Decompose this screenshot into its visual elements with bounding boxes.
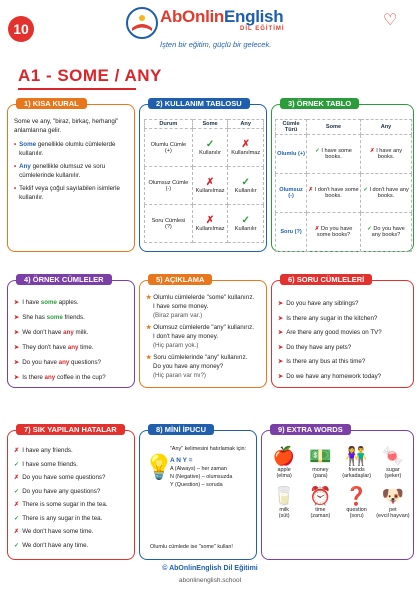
tip-line: Y (Question) – soruda: [170, 482, 223, 488]
sentence-b: friends.: [62, 314, 85, 321]
explain-translation: (Hiç param yok.): [153, 342, 199, 349]
page-title: A1 - SOME / ANY: [18, 66, 162, 85]
cross-icon: ✗: [14, 474, 20, 481]
sentence-text: [22, 325, 88, 340]
rule-text: [19, 162, 130, 180]
usage-any-label: Kullanılmaz: [231, 150, 261, 156]
rule-card: [7, 99, 135, 252]
mistake-text: I have some friends.: [22, 460, 78, 468]
explain-header: 5) AÇIKLAMA: [148, 274, 212, 285]
pin-icon: ➤: [14, 299, 20, 306]
example-row: [276, 135, 412, 174]
word-item: [302, 445, 338, 479]
cross-icon: ✗: [14, 528, 20, 535]
question-text: Is there any bus at this time?: [286, 358, 366, 365]
brand-name: AbOnlinEnglish: [160, 7, 284, 26]
sentence-a: I have: [22, 299, 41, 306]
milk-icon: 🥛: [272, 486, 296, 506]
pin-icon: ➤: [14, 359, 20, 366]
sentence-b: coffee in the cup?: [55, 374, 106, 381]
check-icon: ✓: [315, 148, 322, 154]
mistake-text: There is any sugar in the tea.: [22, 514, 103, 522]
question-item: [278, 355, 412, 370]
tip-line: N (Negative) – olumsuzda: [170, 474, 233, 480]
sentence-item: [14, 340, 132, 355]
word-english: friends: [348, 467, 365, 473]
mistake-text: Do you have any questions?: [22, 487, 101, 495]
mistakes-card: [7, 425, 135, 560]
arrow-icon: ➤: [278, 372, 284, 380]
explain-note: [146, 353, 264, 362]
cross-icon: ✗: [205, 215, 215, 226]
example-row: [276, 174, 412, 213]
word-turkish: (para): [313, 473, 328, 479]
star-icon: ★: [146, 354, 154, 361]
usage-any: [228, 129, 264, 167]
sentence-keyword: some: [40, 299, 57, 306]
questions-header: 6) SORU CÜMLELERİ: [280, 274, 372, 285]
sentence-a: They don't have: [22, 344, 68, 351]
sentence-b: milk.: [73, 329, 89, 336]
word-turkish: (süt): [278, 513, 290, 519]
word-item: [266, 445, 302, 479]
example-any: [360, 174, 411, 213]
word-turkish: (elma): [276, 473, 292, 479]
word-english: time: [315, 507, 326, 513]
explain-note-text: Soru cümlelerinde "any" kullanırız.: [153, 354, 248, 361]
mistake-item: [14, 539, 132, 553]
rule-desc: genellikle olumsuz ve soru cümlelerinde kullanılır.: [19, 163, 106, 179]
cross-icon: ✗: [241, 139, 250, 150]
cross-icon: ✗: [14, 447, 20, 454]
arrow-icon: ➤: [278, 358, 284, 365]
rule-intro: Some ve any, "biraz, birkaç, herhangi" anlamlarına gelir.: [14, 118, 119, 134]
usage-some-label: Kullanılmaz: [195, 226, 225, 232]
usage-case: Olumsuz Cümle (-): [145, 167, 193, 205]
tip-line: A (Always) – her zaman: [170, 466, 227, 472]
usage-col-header: Durum: [145, 120, 193, 129]
mistakes-header: 7) SIK YAPILAN HATALAR: [16, 424, 125, 435]
sentence-text: [22, 355, 101, 370]
sentence-a: She has: [22, 314, 47, 321]
explain-card: [139, 275, 267, 388]
word-item: [375, 445, 411, 479]
example-some: [307, 135, 361, 174]
star-icon: ★: [146, 294, 154, 301]
usage-any: [228, 167, 264, 205]
word-english: pet: [389, 507, 397, 513]
check-icon: ✓: [14, 541, 20, 549]
rule-text: [19, 184, 130, 202]
explain-note-text: Olumlu cümlelerde "some" kullanırız.: [153, 294, 255, 301]
footer-website[interactable]: abonlinenglish.school: [178, 577, 242, 584]
question-text: Do we have any homework today?: [286, 372, 382, 380]
tip-bottom: Olumlu cümlede ise "some" kullan!: [150, 544, 233, 550]
explain-note: [146, 293, 264, 302]
usage-case: Soru Cümlesi (?): [145, 205, 193, 243]
question-item: [278, 312, 412, 327]
mistake-item: [14, 458, 132, 472]
usage-col-header: Any: [228, 120, 264, 129]
usage-row: [145, 167, 264, 205]
word-item: [266, 485, 302, 519]
example-type: Olumlu (+): [276, 135, 307, 174]
word-english: sugar: [386, 467, 400, 473]
questions-card: [271, 275, 414, 388]
example-any-text: I have any books.: [376, 148, 402, 160]
sentence-a: Do you have: [22, 359, 59, 366]
usage-col-header: Some: [192, 120, 228, 129]
word-item: [302, 485, 338, 519]
explain-note: [146, 323, 264, 332]
sentence-item: [14, 310, 132, 325]
tip-acronym: A N Y =: [170, 457, 193, 464]
word-turkish: (zaman): [310, 513, 331, 519]
sentence-text: [22, 370, 106, 385]
heart-icon: ♡: [383, 12, 398, 29]
usage-some: [192, 129, 228, 167]
check-icon: ✓: [205, 139, 215, 150]
sentence-item: [14, 370, 132, 385]
check-icon: ✓: [14, 514, 20, 522]
example-col-header: Cümle Türü: [276, 120, 307, 135]
example-col-header: Some: [307, 120, 361, 135]
explain-translation: (Hiç paran var mı?): [153, 372, 206, 379]
sentence-item: [14, 355, 132, 370]
brand-subtitle: DİL EĞİTİMİ: [240, 26, 285, 32]
words-header: 9) EXTRA WORDS: [270, 424, 351, 435]
mistake-item: [14, 444, 132, 458]
mistake-item: [14, 471, 132, 485]
rule-keyword: Some: [19, 141, 37, 148]
word-item: [339, 445, 375, 479]
example-type: Olumsuz (-): [276, 174, 307, 213]
sentence-a: Is there: [22, 374, 45, 381]
star-icon: ★: [146, 324, 154, 331]
example-some-text: Do you have some books?: [316, 226, 353, 238]
check-icon: ✓: [14, 460, 20, 468]
mistake-text: We don't have any time.: [22, 541, 89, 549]
usage-header: 2) KULLANIM TABLOSU: [148, 98, 250, 109]
word-english: apple: [277, 467, 291, 473]
pet-icon: 🐶: [381, 486, 405, 506]
word-turkish: (soru): [349, 513, 364, 519]
explain-example: I don't have any money.: [153, 333, 219, 340]
question-icon: ❓: [345, 486, 368, 506]
rule-keyword: Any: [19, 163, 31, 170]
pin-icon: ➤: [14, 344, 20, 351]
sentence-keyword: any: [67, 344, 79, 351]
question-text: Do they have any pets?: [286, 343, 352, 351]
usage-any-label: Kullanılır: [234, 226, 257, 232]
sentences-header: 4) ÖRNEK CÜMLELER: [16, 274, 112, 285]
explain-item: [146, 323, 264, 350]
word-english: milk: [279, 507, 289, 513]
check-icon: ✓: [367, 226, 374, 232]
usage-card: [139, 99, 267, 252]
example-table-header: 3) ÖRNEK TABLO: [280, 98, 359, 109]
usage-some: [192, 205, 228, 243]
usage-some-label: Kullanılır: [199, 150, 221, 156]
arrow-icon: ➤: [278, 343, 284, 351]
example-some-text: I have some books.: [321, 148, 352, 160]
sentence-item: [14, 295, 132, 310]
cross-icon: ✗: [369, 148, 377, 154]
example-row: [276, 213, 412, 252]
apple-icon: 🍎: [272, 446, 296, 466]
explain-example: I have some money.: [153, 303, 209, 310]
example-some-text: I don't have some books.: [314, 187, 359, 199]
question-text: Is there any sugar in the kitchen?: [286, 314, 378, 322]
example-type: Soru (?): [276, 213, 307, 252]
arrow-icon: ➤: [278, 329, 284, 336]
usage-any-label: Kullanılır: [234, 188, 257, 194]
rule-text: [19, 140, 130, 158]
usage-any: [228, 205, 264, 243]
mistake-text: We don't have some time.: [22, 528, 94, 535]
rule-item: [14, 184, 130, 202]
mistake-text: Do you have some questions?: [22, 474, 106, 481]
bullet-icon: •: [14, 163, 17, 170]
tip-header: 8) MİNİ İPUCU: [148, 424, 214, 435]
money-icon: 💵: [309, 446, 332, 466]
rule-desc: genellikle olumlu cümlelerde kullanılır.: [19, 141, 116, 157]
sentence-b: apples.: [56, 299, 79, 306]
sentence-keyword: some: [46, 314, 63, 321]
example-table-card: [271, 99, 414, 252]
footer-copyright: © AbOnlinEnglish Dil Eğitimi: [162, 565, 258, 572]
words-card: [261, 425, 414, 560]
rule-desc: Teklif veya çoğul sayılabilen isimlerle kullanılır.: [19, 185, 120, 201]
word-english: question: [346, 507, 367, 513]
pin-icon: ➤: [14, 314, 20, 321]
sugar-icon: 🍬: [381, 446, 405, 466]
word-turkish: (arkadaşlar): [342, 473, 371, 479]
bullet-icon: •: [14, 141, 17, 148]
tip-card: [139, 425, 257, 560]
example-table: [275, 119, 412, 252]
rule-item: [14, 140, 130, 158]
cross-icon: ✗: [308, 187, 315, 193]
rule-item: [14, 162, 130, 180]
usage-some-label: Kullanılmaz: [195, 188, 225, 194]
sentence-b: time.: [78, 344, 94, 351]
example-some: [307, 213, 361, 252]
sentence-text: [22, 340, 93, 355]
slogan: İşten bir eğitim, güçlü bir gelecek.: [160, 40, 272, 49]
word-turkish: (şeker): [384, 473, 402, 479]
cross-icon: ✗: [14, 501, 20, 508]
sentence-keyword: any: [44, 374, 56, 381]
explain-example: Do you have any money?: [153, 363, 224, 370]
lightbulb-icon: 💡: [144, 454, 174, 481]
question-text: Are there any good movies on TV?: [286, 329, 382, 336]
sentence-text: [22, 295, 78, 310]
arrow-icon: ➤: [278, 314, 284, 322]
word-item: [339, 485, 375, 519]
title-underline: [18, 88, 136, 90]
tip-intro: "Any" kelimesini hatırlamak için:: [170, 446, 247, 452]
question-text: Do you have any siblings?: [286, 300, 359, 307]
check-icon: ✓: [241, 177, 250, 188]
word-english: money: [312, 467, 329, 473]
usage-some: [192, 167, 228, 205]
usage-row: [145, 129, 264, 167]
example-some: [307, 174, 361, 213]
check-icon: ✓: [14, 487, 20, 495]
time-icon: ⏰: [309, 486, 332, 506]
explain-item: [146, 293, 264, 320]
explain-note-text: Olumsuz cümlelerde "any" kullanırız.: [153, 324, 254, 331]
mistake-text: There is some sugar in the tea.: [22, 501, 108, 508]
example-col-header: Any: [360, 120, 411, 135]
sentences-card: [7, 275, 135, 388]
pin-icon: ➤: [14, 329, 20, 336]
cross-icon: ✗: [314, 226, 321, 232]
mistake-item: [14, 485, 132, 499]
example-any: [360, 135, 411, 174]
usage-case: Olumlu Cümle (+): [145, 129, 193, 167]
sentence-item: [14, 325, 132, 340]
tip-content: [170, 445, 255, 489]
word-turkish: (evcil hayvan): [376, 513, 410, 519]
mistake-item: [14, 498, 132, 512]
arrow-icon: ➤: [278, 300, 284, 307]
check-icon: ✓: [363, 187, 370, 193]
example-any: [360, 213, 411, 252]
question-item: [278, 326, 412, 341]
rule-content: [14, 117, 130, 206]
usage-row: [145, 205, 264, 243]
logo-icon: [125, 6, 159, 40]
question-item: [278, 297, 412, 312]
question-item: [278, 341, 412, 356]
explain-translation: (Biraz param var.): [153, 312, 203, 319]
check-icon: ✓: [241, 215, 250, 226]
explain-item: [146, 353, 264, 380]
sentence-a: We don't have: [22, 329, 64, 336]
friends-icon: 👫: [345, 446, 368, 466]
example-any-text: I don't have any books.: [369, 187, 409, 199]
pin-icon: ➤: [14, 374, 20, 381]
rule-header: 1) KISA KURAL: [16, 98, 87, 109]
sentence-text: [22, 310, 85, 325]
sentence-keyword: any: [63, 329, 74, 336]
bullet-icon: •: [14, 185, 17, 192]
cross-icon: ✗: [205, 177, 215, 188]
word-item: [375, 485, 411, 519]
usage-table: [144, 119, 264, 243]
mistake-text: I have any friends.: [22, 447, 73, 454]
lesson-number-badge: 10: [8, 16, 34, 42]
sentence-keyword: any: [58, 359, 70, 366]
example-any-text: Do you have any books?: [371, 226, 405, 238]
sentence-b: questions?: [69, 359, 101, 366]
question-item: [278, 370, 412, 385]
mistake-item: [14, 525, 132, 539]
mistake-item: [14, 512, 132, 526]
